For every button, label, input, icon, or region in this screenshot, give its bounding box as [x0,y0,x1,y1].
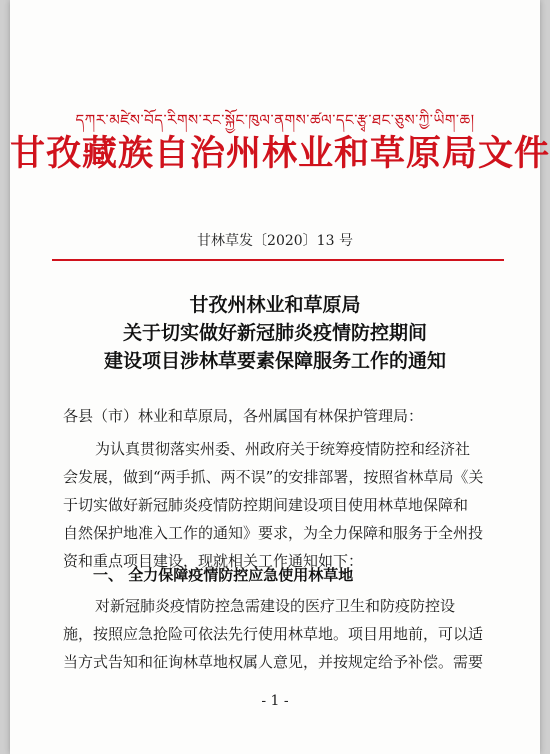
section-heading-1: 一、 全力保障疫情防控应急使用林草地 [93,566,354,584]
tibetan-header: དཀར་མཛེས་བོད་རིགས་རང་སྐྱོང་ཁུལ་ནགས་ཚལ་དང་རྩྭ་ཐང་ཅུས་ཀྱི་ཡིག་ཆ། [75,111,475,129]
paragraph-2 [63,592,523,676]
page-number: - 1 - [261,693,289,709]
notice-title-line-2: 关于切实做好新冠肺炎疫情防控期间 [122,322,427,344]
paragraph-1-line: 为认真贯彻落实州委、州政府关于统筹疫情防控和经济社 [95,440,471,458]
document-page [10,0,550,754]
document-number: 甘林草发〔2020〕13 号 [197,233,353,249]
paragraph-1-line: 会发展，做到“两手抓、两不误”的安排部署，按照省林草局《关 [63,468,484,486]
issuing-organization-title: 甘孜藏族自治州林业和草原局文件 [10,133,550,174]
paragraph-1-line: 于切实做好新冠肺炎疫情防控期间建设项目使用林草地保障和 [63,496,469,514]
red-divider-line [52,259,504,261]
paragraph-2-line: 当方式告知和征询林草地权属人意见，并按规定给予补偿。需要 [63,653,484,671]
paragraph-2-line: 施，按照应急抢险可依法先行使用林草地。项目用地前，可以适 [63,625,484,643]
paragraph-1-line: 自然保护地准入工作的通知》要求，为全力保障和服务于全州投 [63,524,484,542]
paragraph-1 [63,435,523,575]
salutation: 各县（市）林业和草原局，各州属国有林保护管理局： [63,407,424,425]
notice-title-line-1: 甘孜州林业和草原局 [189,294,361,316]
notice-title-line-3: 建设项目涉林草要素保障服务工作的通知 [103,350,446,372]
paragraph-1-line: 资和重点项目建设，现就相关工作通知如下： [63,552,364,570]
paragraph-2-line: 对新冠肺炎疫情防控急需建设的医疗卫生和防疫防控设 [95,597,456,615]
